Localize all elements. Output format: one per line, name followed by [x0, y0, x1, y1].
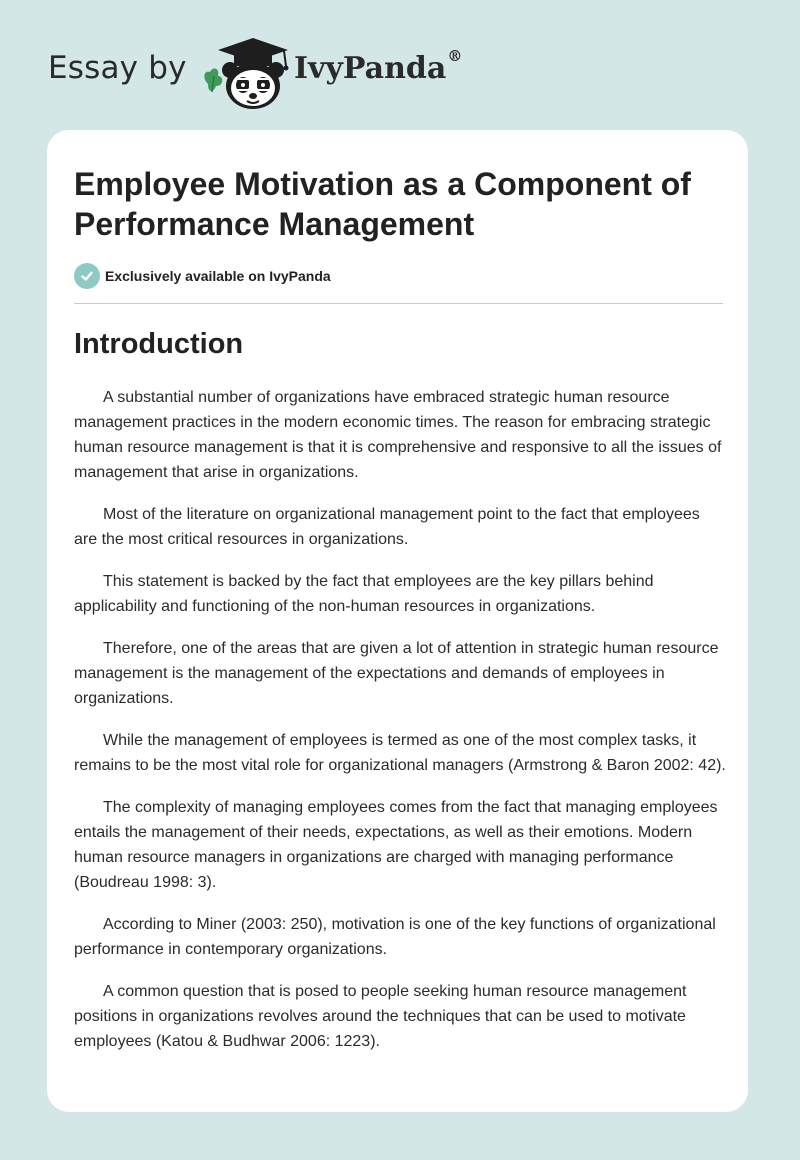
- paragraph: A common question that is posed to people seeking human resource management positions in organizations revolves around the techniques that can be used to motivate employees (Katou & Budhwar 2006: 1223).: [74, 983, 687, 1050]
- section-heading-introduction: Introduction: [74, 328, 244, 360]
- paragraph: Most of the literature on organizational management point to the fact that employees are the most critical resources in organizations.: [74, 506, 700, 548]
- panda-graduate-icon[interactable]: [200, 34, 292, 110]
- paragraph: Therefore, one of the areas that are given a lot of attention in strategic human resource management is the management of the expectations and demands of employees in organizations.: [74, 640, 719, 707]
- exclusive-badge: [74, 263, 331, 289]
- essay-by-label: Essay by: [48, 50, 187, 86]
- divider: [74, 303, 723, 304]
- paragraph: This statement is backed by the fact that employees are the key pillars behind applicability and functioning of the non-human resources in organizations.: [74, 573, 654, 615]
- essay-body: [74, 385, 726, 1071]
- brand-name: [294, 47, 463, 86]
- brand-name-text: IvyPanda: [294, 51, 447, 86]
- paragraph: The complexity of managing employees comes from the fact that managing employees entails the management of their needs, expectations, as well as their emotions. Modern human resource managers in organizations are charged with managing performance (Boudreau 1998: 3).: [74, 799, 718, 891]
- exclusive-badge-label: Exclusively available on IvyPanda: [105, 268, 331, 284]
- registered-mark: ®: [447, 47, 463, 65]
- essay-title: Employee Motivation as a Component of Performance Management: [74, 166, 691, 242]
- site-header: [48, 34, 468, 110]
- check-icon: [74, 263, 100, 289]
- paragraph: According to Miner (2003: 250), motivation is one of the key functions of organizational performance in contemporary organizations.: [74, 916, 716, 958]
- essay-card: [47, 130, 748, 1112]
- paragraph: A substantial number of organizations have embraced strategic human resource management practices in the modern economic times. The reason for embracing strategic human resource management is that it is comprehensive and responsive to all the issues of management that arise in organizations.: [74, 389, 722, 481]
- paragraph: While the management of employees is termed as one of the most complex tasks, it remains to be the most vital role for organizational managers (Armstrong & Baron 2002: 42).: [74, 732, 726, 774]
